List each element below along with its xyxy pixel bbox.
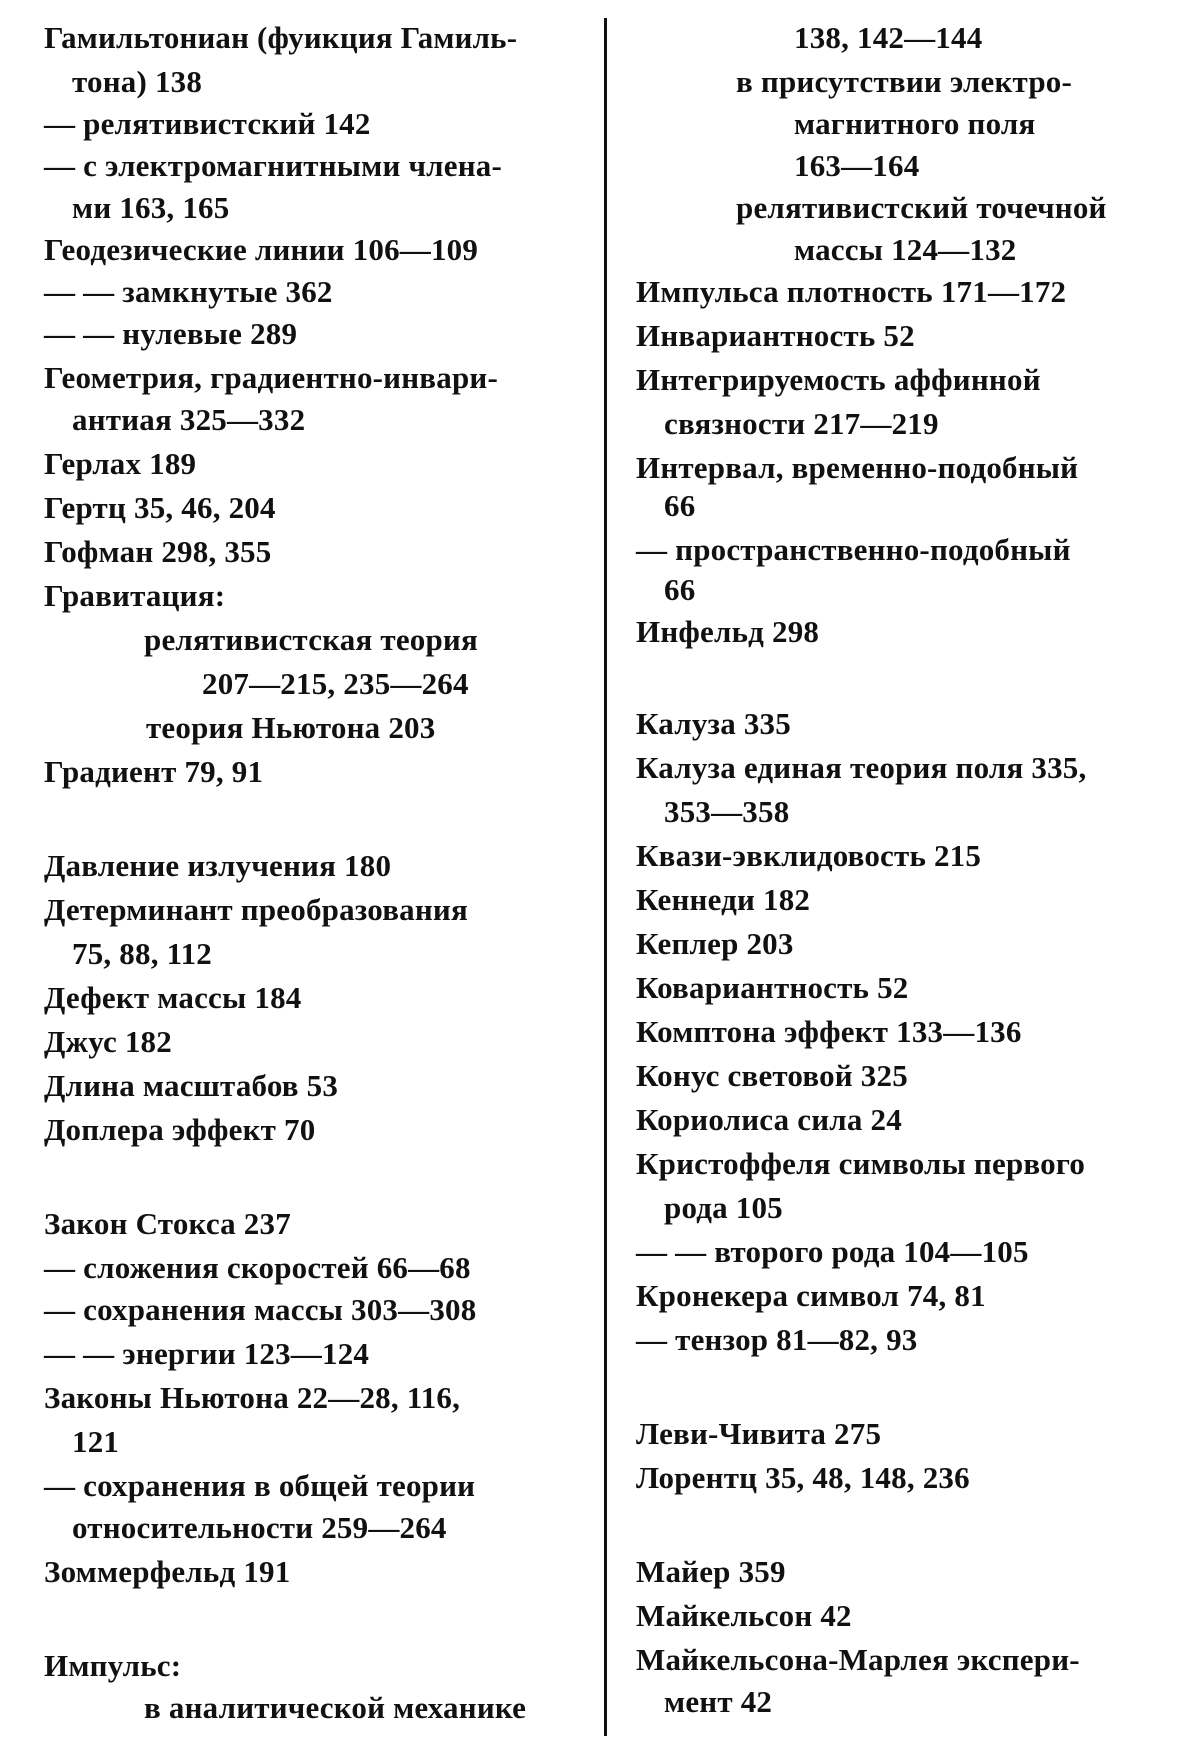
index-line: — тензор 81—82, 93	[636, 1322, 918, 1357]
index-line: магнитного поля	[794, 106, 1036, 141]
index-line: Герлах 189	[44, 446, 197, 481]
index-line: связности 217—219	[664, 406, 939, 441]
index-line: Квази-эвклидовость 215	[636, 838, 982, 873]
index-line: Конус световой 325	[636, 1058, 908, 1093]
index-line: 121	[72, 1424, 120, 1459]
index-line: 207—215, 235—264	[202, 666, 469, 701]
index-line: Доплера эффект 70	[44, 1112, 316, 1147]
index-line: Гравитация:	[44, 578, 226, 613]
index-line: Леви-Чивита 275	[636, 1416, 882, 1451]
index-line: — сложения скоростей 66—68	[44, 1250, 471, 1285]
index-line: рода 105	[664, 1190, 783, 1225]
index-line: — сохранения массы 303—308	[44, 1292, 477, 1327]
index-line: Длина масштабов 53	[44, 1068, 339, 1103]
index-line: Лорентц 35, 48, 148, 236	[636, 1460, 970, 1495]
index-line: 75, 88, 112	[72, 936, 212, 971]
index-line: Интегрируемость аффинной	[636, 362, 1041, 397]
index-line: Инвариантность 52	[636, 318, 915, 353]
index-line: Кристоффеля символы первого	[636, 1146, 1086, 1181]
index-line: Гертц 35, 46, 204	[44, 490, 276, 525]
index-line: 66	[664, 572, 696, 607]
index-line: Кронекера символ 74, 81	[636, 1278, 986, 1313]
index-line: 163—164	[794, 148, 920, 183]
index-line: Кориолиса сила 24	[636, 1102, 902, 1137]
index-line: массы 124—132	[794, 232, 1017, 267]
index-line: 353—358	[664, 794, 790, 829]
index-line: Импульс:	[44, 1648, 182, 1683]
index-line: антиая 325—332	[72, 402, 306, 437]
index-line: релятивистский точечной	[736, 190, 1107, 225]
index-line: ми 163, 165	[72, 190, 230, 225]
index-line: Законы Ньютона 22—28, 116,	[44, 1380, 461, 1415]
index-line: Инфельд 298	[636, 614, 820, 649]
index-line: Детерминант преобразования	[44, 892, 468, 927]
index-line: — — замкнутые 362	[44, 274, 333, 309]
index-line: Геометрия, градиентно-инвари-	[44, 360, 498, 395]
index-line: Майер 359	[636, 1554, 786, 1589]
index-line: — сохранения в общей теории	[44, 1468, 476, 1503]
index-line: Кеплер 203	[636, 926, 794, 961]
index-line: тона) 138	[72, 64, 203, 99]
index-line: Интервал, временно-подобный	[636, 450, 1079, 485]
index-line: — пространственно-подобный	[636, 532, 1071, 567]
index-line: Калуза единая теория поля 335,	[636, 750, 1087, 785]
index-line: Гофман 298, 355	[44, 534, 272, 569]
column-divider	[604, 18, 607, 1736]
index-line: Гамильтониан (фуикция Гамиль-	[44, 20, 518, 55]
index-line: теория Ньютона 203	[146, 710, 436, 745]
index-line: Закон Стокса 237	[44, 1206, 291, 1241]
index-line: 138, 142—144	[794, 20, 983, 55]
index-line: Комптона эффект 133—136	[636, 1014, 1022, 1049]
index-line: относительности 259—264	[72, 1510, 447, 1545]
index-line: в аналитической механике	[144, 1690, 527, 1725]
index-line: Майкельсон 42	[636, 1598, 852, 1633]
index-line: 66	[664, 488, 696, 523]
index-line: Геодезические линии 106—109	[44, 232, 479, 267]
index-line: Джус 182	[44, 1024, 172, 1059]
index-line: — с электромагнитными члена-	[44, 148, 503, 183]
index-line: Градиент 79, 91	[44, 754, 264, 789]
index-line: в присутствии электро-	[736, 64, 1073, 99]
index-line: Майкельсона-Марлея экспери-	[636, 1642, 1080, 1677]
index-line: Кеннеди 182	[636, 882, 811, 917]
index-line: Импульса плотность 171—172	[636, 274, 1067, 309]
index-line: — — нулевые 289	[44, 316, 298, 351]
index-line: релятивистская теория	[144, 622, 478, 657]
index-line: Калуза 335	[636, 706, 791, 741]
index-line: — релятивистский 142	[44, 106, 371, 141]
index-line: Зоммерфельд 191	[44, 1554, 291, 1589]
index-line: Ковариантность 52	[636, 970, 909, 1005]
index-line: Дефект массы 184	[44, 980, 302, 1015]
index-line: Давление излучения 180	[44, 848, 392, 883]
index-line: мент 42	[664, 1684, 773, 1719]
index-line: — — энергии 123—124	[44, 1336, 370, 1371]
index-line: — — второго рода 104—105	[636, 1234, 1029, 1269]
